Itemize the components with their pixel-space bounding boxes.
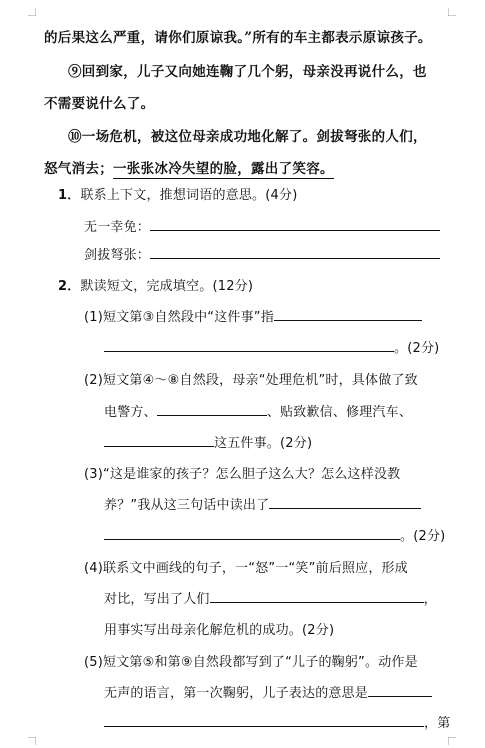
answer-blank[interactable] (269, 496, 421, 509)
paragraph-10-text: 怒气消去； (44, 161, 113, 177)
sub-question-5-line-3 (104, 712, 450, 731)
paragraph-9-line-1: ⑨回到家，儿子又向她连鞠了几个躬，母亲没再说什么，也 (68, 64, 427, 80)
answer-blank[interactable] (104, 339, 394, 352)
crop-mark-top-left (28, 8, 36, 16)
term-label: 剑拔弩张： (84, 248, 151, 263)
question-2-number: 2． (58, 279, 81, 294)
answer-blank[interactable] (157, 403, 267, 416)
answer-blank[interactable] (210, 590, 424, 603)
paragraph-10-line-1: ⑩一场危机，被这位母亲成功地化解了。剑拔弩张的人们， (68, 129, 427, 145)
underlined-sentence: 一张张冰冷失望的脸，露出了笑容。 (113, 161, 334, 177)
sub-question-5-line-1: (5)短文第⑤和第⑨自然段都写到了“儿子的鞠躬”。动作是 (84, 655, 418, 670)
question-1-heading (58, 184, 297, 203)
crop-mark-bottom-left (28, 737, 36, 745)
sub-question-3-line-2 (104, 494, 421, 513)
sub-question-1-line-1 (84, 306, 422, 325)
sub-question-2-text: 这五件事。(2分) (214, 436, 313, 451)
answer-blank[interactable] (368, 684, 432, 697)
sub-question-2-text: 电警方、 (104, 405, 157, 420)
paragraph-10-line-2 (44, 157, 334, 177)
question-2-heading (58, 275, 253, 294)
answer-blank[interactable] (274, 308, 422, 321)
sub-question-1-line-2 (104, 337, 439, 356)
points-label: 。(2分) (394, 341, 440, 356)
sub-question-3-line-3 (104, 525, 445, 544)
crop-mark-top-right (448, 8, 456, 16)
sub-question-4-text: 对比，写出了人们 (104, 592, 210, 607)
question-1-number: 1． (58, 188, 81, 203)
answer-blank[interactable] (104, 527, 400, 540)
sub-question-3-line-1: (3)“这是谁家的孩子？怎么胆子这么大？怎么这样没教 (84, 467, 401, 482)
sub-question-5-line-2 (104, 682, 432, 701)
question-1-term-2 (84, 244, 440, 263)
question-1-prompt: 联系上下文，推想词语的意思。(4分) (80, 188, 298, 203)
passage-line-1: 的后果这么严重，请你们原谅我。”所有的车主都表示原谅孩子。 (44, 30, 432, 46)
comma: ， (423, 592, 437, 607)
points-label: 。(2分) (400, 529, 446, 544)
question-2-prompt: 默读短文，完成填空。(12分) (80, 279, 254, 294)
sub-question-1-text: (1)短文第③自然段中“这件事”指 (84, 310, 274, 325)
term-label: 无一幸免： (84, 220, 151, 235)
paragraph-9-line-2: 不需要说什么了。 (44, 96, 155, 112)
sub-question-4-line-3: 用事实写出母亲化解危机的成功。(2分) (104, 623, 335, 638)
sub-question-2-line-3 (104, 432, 312, 451)
sub-question-5-text: ，第 (424, 716, 451, 731)
sub-question-4-line-2 (104, 588, 437, 607)
sub-question-5-text: 无声的语言，第一次鞠躬，儿子表达的意思是 (104, 686, 369, 701)
sub-question-2-line-2 (104, 401, 412, 420)
sub-question-3-text: 养？”我从这三句话中读出了 (104, 498, 270, 513)
question-1-term-1 (84, 216, 440, 235)
sub-question-2-line-1: (2)短文第④～⑧自然段，母亲“处理危机”时，具体做了致 (84, 373, 418, 388)
answer-blank[interactable] (104, 434, 214, 447)
answer-blank[interactable] (150, 246, 440, 259)
answer-blank[interactable] (104, 714, 424, 727)
sub-question-4-line-1: (4)联系文中画线的句子，一“怒”一“笑”前后照应，形成 (84, 561, 408, 576)
sub-question-2-text: 、贴致歉信、修理汽车、 (266, 405, 413, 420)
answer-blank[interactable] (150, 218, 440, 231)
crop-mark-bottom-right (448, 737, 456, 745)
